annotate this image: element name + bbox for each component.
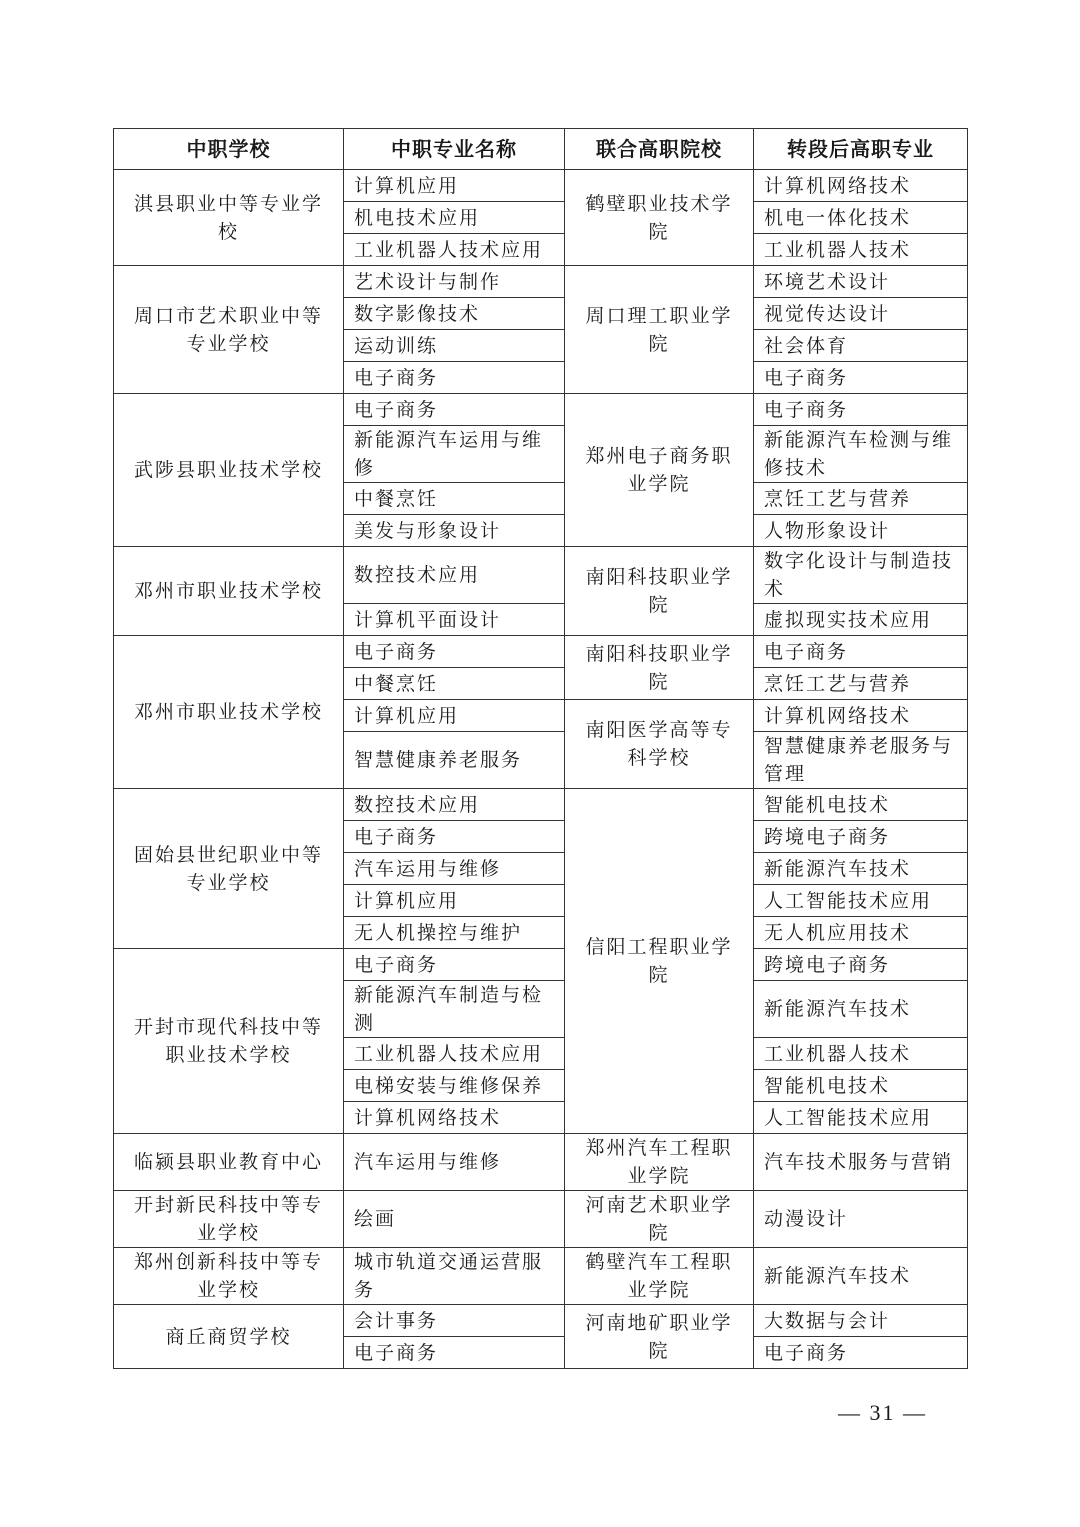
major-cell: 中餐烹饪 — [344, 483, 565, 515]
school-cell: 商丘商贸学校 — [114, 1305, 344, 1369]
target-cell: 大数据与会计 — [754, 1305, 968, 1337]
target-cell: 视觉传达设计 — [754, 298, 968, 330]
school-cell: 武陟县职业技术学校 — [114, 394, 344, 547]
header-target-major: 转段后高职专业 — [754, 129, 968, 170]
major-cell: 计算机应用 — [344, 700, 565, 732]
target-cell: 环境艺术设计 — [754, 266, 968, 298]
target-cell: 跨境电子商务 — [754, 949, 968, 981]
header-major: 中职专业名称 — [344, 129, 565, 170]
major-cell: 电子商务 — [344, 1337, 565, 1369]
major-cell: 工业机器人技术应用 — [344, 1038, 565, 1070]
target-cell: 无人机应用技术 — [754, 917, 968, 949]
target-cell: 社会体育 — [754, 330, 968, 362]
college-cell: 河南艺术职业学院 — [565, 1191, 754, 1248]
table-row — [114, 949, 968, 981]
header-school: 中职学校 — [114, 129, 344, 170]
college-cell: 南阳科技职业学院 — [565, 547, 754, 636]
major-cell: 汽车运用与维修 — [344, 1134, 565, 1191]
college-cell: 河南地矿职业学院 — [565, 1305, 754, 1369]
major-cell: 计算机平面设计 — [344, 604, 565, 636]
target-cell: 新能源汽车技术 — [754, 1248, 968, 1305]
major-cell: 电子商务 — [344, 394, 565, 426]
school-cell: 开封市现代科技中等职业技术学校 — [114, 949, 344, 1134]
target-cell: 人工智能技术应用 — [754, 885, 968, 917]
major-cell: 会计事务 — [344, 1305, 565, 1337]
enrollment-table — [113, 128, 968, 1369]
major-cell: 电子商务 — [344, 949, 565, 981]
major-cell: 艺术设计与制作 — [344, 266, 565, 298]
target-cell: 新能源汽车检测与维修技术 — [754, 426, 968, 483]
target-cell: 电子商务 — [754, 362, 968, 394]
major-cell: 中餐烹饪 — [344, 668, 565, 700]
major-cell: 电梯安装与维修保养 — [344, 1070, 565, 1102]
major-cell: 计算机网络技术 — [344, 1102, 565, 1134]
school-cell: 临颍县职业教育中心 — [114, 1134, 344, 1191]
target-cell: 汽车技术服务与营销 — [754, 1134, 968, 1191]
major-cell: 绘画 — [344, 1191, 565, 1248]
target-cell: 计算机网络技术 — [754, 700, 968, 732]
target-cell: 电子商务 — [754, 636, 968, 668]
college-cell: 鹤壁职业技术学院 — [565, 170, 754, 266]
table-row — [114, 636, 968, 668]
college-cell: 郑州汽车工程职业学院 — [565, 1134, 754, 1191]
school-cell: 邓州市职业技术学校 — [114, 636, 344, 789]
major-cell: 工业机器人技术应用 — [344, 234, 565, 266]
college-cell: 鹤壁汽车工程职业学院 — [565, 1248, 754, 1305]
header-college: 联合高职院校 — [565, 129, 754, 170]
target-cell: 新能源汽车技术 — [754, 853, 968, 885]
major-cell: 城市轨道交通运营服务 — [344, 1248, 565, 1305]
major-cell: 智慧健康养老服务 — [344, 732, 565, 789]
college-cell: 周口理工职业学院 — [565, 266, 754, 394]
target-cell: 动漫设计 — [754, 1191, 968, 1248]
target-cell: 智能机电技术 — [754, 1070, 968, 1102]
school-cell: 开封新民科技中等专业学校 — [114, 1191, 344, 1248]
major-cell: 机电技术应用 — [344, 202, 565, 234]
major-cell: 电子商务 — [344, 362, 565, 394]
table-row — [114, 1248, 968, 1305]
table-row — [114, 1191, 968, 1248]
target-cell: 工业机器人技术 — [754, 234, 968, 266]
table-header-row — [114, 129, 968, 170]
page-number: — 31 — — [838, 1400, 927, 1425]
target-cell: 计算机网络技术 — [754, 170, 968, 202]
table-row — [114, 394, 968, 426]
table-row — [114, 789, 968, 821]
target-cell: 虚拟现实技术应用 — [754, 604, 968, 636]
target-cell: 跨境电子商务 — [754, 821, 968, 853]
major-cell: 电子商务 — [344, 821, 565, 853]
target-cell: 数字化设计与制造技术 — [754, 547, 968, 604]
college-cell: 信阳工程职业学院 — [565, 789, 754, 1134]
table-row — [114, 1134, 968, 1191]
major-cell: 数控技术应用 — [344, 789, 565, 821]
target-cell: 智慧健康养老服务与管理 — [754, 732, 968, 789]
school-cell: 固始县世纪职业中等专业学校 — [114, 789, 344, 949]
target-cell: 烹饪工艺与营养 — [754, 483, 968, 515]
target-cell: 智能机电技术 — [754, 789, 968, 821]
major-cell: 美发与形象设计 — [344, 515, 565, 547]
table-row — [114, 266, 968, 298]
major-cell: 运动训练 — [344, 330, 565, 362]
major-cell: 无人机操控与维护 — [344, 917, 565, 949]
school-cell: 淇县职业中等专业学校 — [114, 170, 344, 266]
target-cell: 新能源汽车技术 — [754, 981, 968, 1038]
target-cell: 电子商务 — [754, 394, 968, 426]
target-cell: 烹饪工艺与营养 — [754, 668, 968, 700]
college-cell: 南阳科技职业学院 — [565, 636, 754, 700]
major-cell: 汽车运用与维修 — [344, 853, 565, 885]
target-cell: 工业机器人技术 — [754, 1038, 968, 1070]
major-cell: 电子商务 — [344, 636, 565, 668]
college-cell: 郑州电子商务职业学院 — [565, 394, 754, 547]
major-cell: 数控技术应用 — [344, 547, 565, 604]
major-cell: 新能源汽车制造与检测 — [344, 981, 565, 1038]
major-cell: 新能源汽车运用与维修 — [344, 426, 565, 483]
table-row — [114, 1305, 968, 1337]
major-cell: 计算机应用 — [344, 885, 565, 917]
target-cell: 人工智能技术应用 — [754, 1102, 968, 1134]
target-cell: 人物形象设计 — [754, 515, 968, 547]
school-cell: 周口市艺术职业中等专业学校 — [114, 266, 344, 394]
table-row — [114, 170, 968, 202]
school-cell: 邓州市职业技术学校 — [114, 547, 344, 636]
school-cell: 郑州创新科技中等专业学校 — [114, 1248, 344, 1305]
target-cell: 机电一体化技术 — [754, 202, 968, 234]
target-cell: 电子商务 — [754, 1337, 968, 1369]
major-cell: 数字影像技术 — [344, 298, 565, 330]
college-cell: 南阳医学高等专科学校 — [565, 700, 754, 789]
table-row — [114, 547, 968, 604]
major-cell: 计算机应用 — [344, 170, 565, 202]
